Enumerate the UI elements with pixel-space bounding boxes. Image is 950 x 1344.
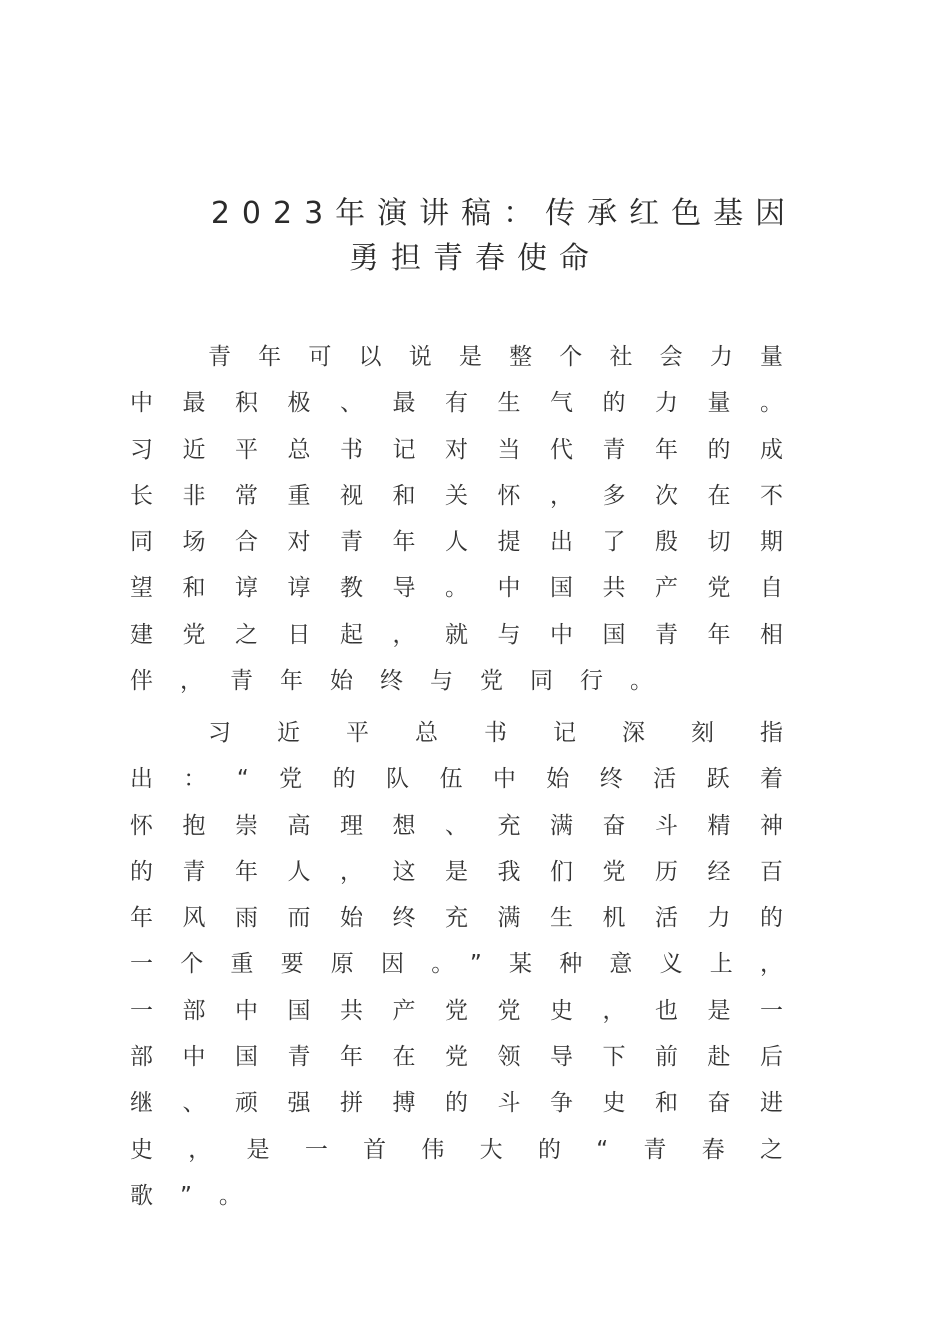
document-title-line-1: 2023年演讲稿：传承红色基因	[210, 196, 798, 231]
document-title-line-2: 勇担青春使命	[349, 241, 601, 276]
body-paragraph-2: 习近平总书记深刻指出：“党的队伍中始终活跃着怀抱崇高理想、充满奋斗精神的青年人，这是我们党历经百年风雨而始终充满生机活力的一个重要原因。”某种意义上，一部中国共产党党史，也是一部中国青年在党领导下前赴后继、顽强拼搏的斗争史和奋进史，是一首伟大的“青春之歌”。	[130, 720, 810, 1209]
body-paragraph-1: 青年可以说是整个社会力量中最积极、最有生气的力量。习近平总书记对当代青年的成长非常重视和关怀，多次在不同场合对青年人提出了殷切期望和谆谆教导。中国共产党自建党之日起，就与中国青年相伴，青年始终与党同行。	[130, 344, 810, 695]
